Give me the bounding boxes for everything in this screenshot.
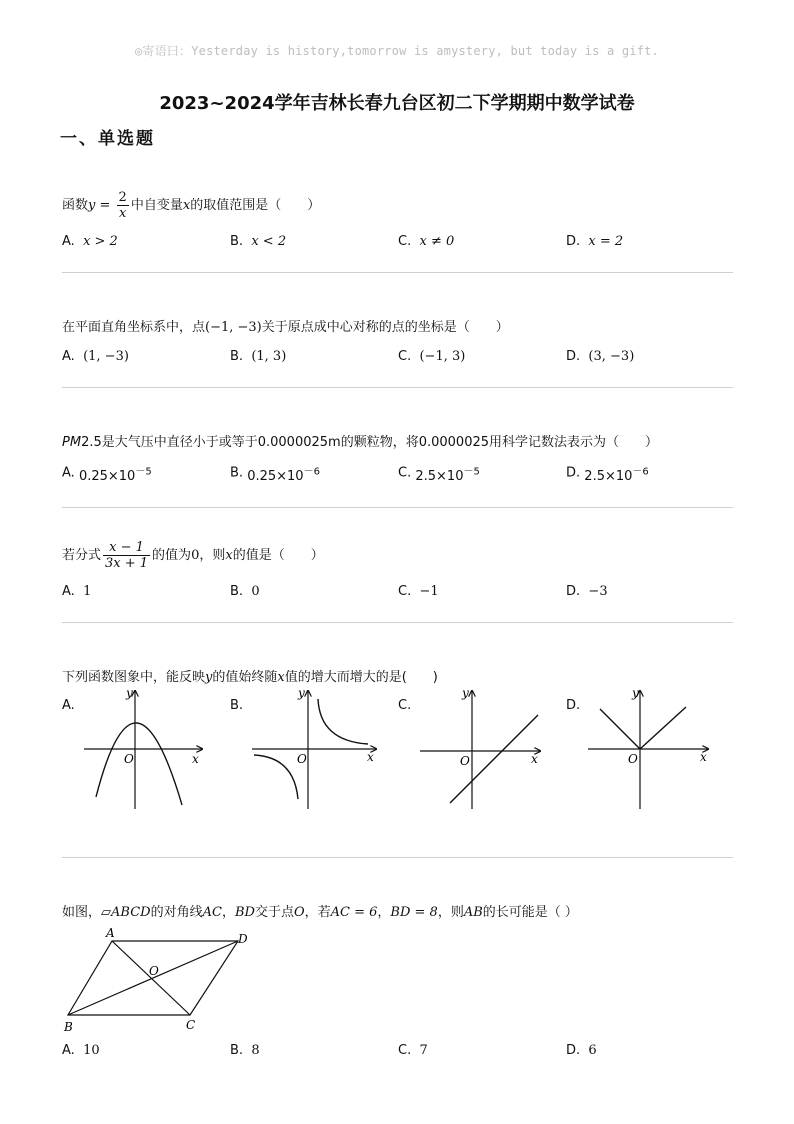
- option-letter: B.: [230, 584, 244, 599]
- q4-option-a[interactable]: [62, 584, 91, 599]
- q1-lead: 函数: [62, 198, 89, 213]
- option-text: [247, 469, 320, 484]
- q1-y: y: [88, 198, 96, 213]
- q4-numerator: x − 1: [103, 540, 150, 556]
- option-text: 10: [83, 1043, 100, 1058]
- q2-tail: 关于原点成中心对称的点的坐标是（ ）: [261, 320, 509, 335]
- option-letter: C.: [398, 698, 412, 713]
- q3-option-a[interactable]: [62, 463, 152, 484]
- q6-text-b: 交于点: [254, 905, 294, 920]
- question-5-stem: [62, 666, 438, 685]
- option-text: [584, 469, 648, 484]
- option-text: 7: [419, 1043, 428, 1058]
- origin-label: O: [628, 752, 638, 766]
- motto: ◎寄语曰：Yesterday is history,tomorrow is amystery, but today is a gift.: [135, 44, 659, 58]
- q4-tail: 的值是（ ）: [232, 548, 324, 563]
- q3-option-c[interactable]: [398, 463, 480, 484]
- q2-lead: 在平面直角坐标系中，点: [62, 320, 206, 335]
- q1-option-d[interactable]: [566, 234, 623, 249]
- q6-text-c: ，若: [304, 905, 331, 920]
- question-2-stem: [62, 316, 509, 335]
- q6-text-a: 的对角线: [150, 905, 203, 920]
- q5-option-c[interactable]: [398, 698, 411, 713]
- q2-point: (−1, −3): [205, 320, 262, 335]
- option-letter: A.: [62, 698, 75, 713]
- option-letter: B.: [230, 698, 244, 713]
- question-1-stem: [62, 190, 320, 221]
- divider: [62, 857, 733, 858]
- sci-base: 2.5×10: [415, 469, 464, 485]
- q6-lead: 如图，: [62, 905, 102, 920]
- option-text: (3, −3): [588, 349, 635, 364]
- q6-parallelogram: ▱ABCD: [101, 905, 151, 920]
- question-6-stem: [62, 901, 578, 920]
- question-3-stem: [62, 431, 658, 450]
- q6-comma-2: ，: [377, 905, 391, 920]
- option-text: 1: [83, 584, 92, 599]
- graph-a: [80, 685, 210, 815]
- option-letter: D.: [566, 465, 581, 481]
- option-letter: C.: [398, 584, 412, 599]
- x-axis-label: x: [531, 752, 538, 766]
- option-letter: A.: [62, 1043, 75, 1058]
- q6-option-b[interactable]: [230, 1043, 260, 1058]
- vertex-d-label: D: [238, 932, 248, 946]
- y-axis-label: y: [126, 686, 133, 700]
- option-text: −3: [588, 584, 608, 599]
- hyperbola-branch-2: [254, 755, 298, 799]
- option-letter: D.: [566, 698, 581, 713]
- page-title: 2023~2024学年吉林长春九台区初二下学期期中数学试卷: [159, 93, 635, 114]
- q1-tail-b: 的取值范围是（ ）: [190, 198, 321, 213]
- q4-mid: 的值为: [152, 548, 192, 563]
- q5-mid: 的值始终随: [212, 670, 278, 685]
- question-4-stem: [62, 540, 324, 571]
- graph-d: [584, 685, 714, 815]
- option-text: (1, −3): [83, 349, 129, 364]
- q6-option-d[interactable]: [566, 1043, 597, 1058]
- option-text: 8: [251, 1043, 260, 1058]
- option-text: [79, 469, 152, 484]
- center-o-label: O: [149, 964, 159, 978]
- q5-lead: 下列函数图象中，能反映: [62, 670, 206, 685]
- q3-option-d[interactable]: [566, 463, 649, 484]
- option-letter: D.: [566, 1043, 581, 1058]
- q4-lead: 若分式: [62, 548, 102, 563]
- diagonal-bd: [68, 941, 238, 1015]
- q1-var: x: [182, 198, 191, 213]
- divider: [62, 622, 733, 623]
- origin-label: O: [297, 752, 307, 766]
- q5-option-a[interactable]: [62, 698, 75, 713]
- option-letter: B.: [230, 465, 244, 481]
- q4-zero: 0: [191, 548, 200, 563]
- sci-exp: －6: [632, 467, 649, 478]
- option-letter: D.: [566, 349, 581, 364]
- q4-fraction: [103, 540, 150, 571]
- option-letter: D.: [566, 234, 581, 249]
- q1-option-b[interactable]: [230, 234, 286, 249]
- sci-base: 2.5×10: [584, 469, 633, 485]
- section-heading: 一、单选题: [60, 129, 155, 149]
- option-letter: A.: [62, 234, 75, 249]
- origin-label: O: [460, 754, 470, 768]
- option-text: (1, 3): [251, 349, 287, 364]
- q1-tail-a: 中自变量: [130, 198, 183, 213]
- q3-pm: PM: [62, 435, 82, 450]
- q1-eq: =: [95, 198, 115, 213]
- origin-label: O: [124, 752, 134, 766]
- option-text: [415, 469, 479, 484]
- y-axis-label: y: [298, 686, 305, 700]
- q6-eq1: AC = 6: [330, 905, 378, 920]
- q1-denominator: x: [119, 206, 127, 221]
- q6-bd: BD: [234, 905, 255, 920]
- sci-exp: －6: [303, 467, 320, 478]
- x-axis-label: x: [700, 750, 707, 764]
- v-shaped-graph: [600, 707, 686, 749]
- q3-option-b[interactable]: [230, 463, 320, 484]
- q6-ab: AB: [463, 905, 483, 920]
- option-letter: C.: [398, 349, 412, 364]
- option-letter: A.: [62, 349, 75, 364]
- q2-option-b[interactable]: [230, 349, 286, 364]
- hyperbola-branch-1: [318, 699, 368, 744]
- option-text: (−1, 3): [419, 349, 466, 364]
- q6-option-c[interactable]: [398, 1043, 428, 1058]
- q2-option-d[interactable]: [566, 349, 634, 364]
- q6-tail: 的长可能是（ ）: [482, 905, 578, 920]
- option-text: x > 2: [83, 234, 118, 249]
- graph-c: [416, 685, 546, 815]
- vertex-a-label: A: [106, 926, 115, 940]
- option-text: x = 2: [588, 234, 624, 249]
- divider: [62, 272, 733, 273]
- option-letter: B.: [230, 234, 244, 249]
- q4-denominator: 3x + 1: [105, 556, 149, 571]
- x-axis-label: x: [192, 752, 199, 766]
- q4-mid2: ，则: [199, 548, 226, 563]
- sci-exp: －5: [463, 467, 480, 478]
- sci-base: 0.25×10: [78, 469, 136, 485]
- q6-comma: ，: [221, 905, 235, 920]
- vertex-c-label: C: [186, 1018, 196, 1032]
- option-text: 6: [588, 1043, 597, 1058]
- q1-option-a[interactable]: [62, 234, 118, 249]
- q3-text: 2.5是大气压中直径小于或等于0.0000025m的颗粒物，将0.0000025用科学记数法表示为（ ）: [81, 435, 659, 450]
- option-text: x < 2: [251, 234, 287, 249]
- option-letter: A.: [62, 465, 75, 481]
- sci-exp: －5: [135, 467, 152, 478]
- divider: [62, 507, 733, 508]
- q2-option-c[interactable]: [398, 349, 465, 364]
- q4-option-c[interactable]: [398, 584, 439, 599]
- q1-numerator: 2: [118, 190, 127, 205]
- option-text: −1: [419, 584, 439, 599]
- q1-option-c[interactable]: [398, 234, 454, 249]
- diagonal-ac: [112, 941, 190, 1015]
- option-text: 0: [251, 584, 260, 599]
- q6-text-d: ，则: [437, 905, 464, 920]
- q6-eq2: BD = 8: [390, 905, 438, 920]
- option-letter: B.: [230, 1043, 244, 1058]
- q5-option-b[interactable]: [230, 698, 243, 713]
- option-text: x ≠ 0: [419, 234, 455, 249]
- q6-o: O: [293, 905, 305, 920]
- option-letter: D.: [566, 584, 581, 599]
- q5-x: x: [277, 670, 285, 685]
- q2-option-a[interactable]: [62, 349, 129, 364]
- option-letter: C.: [398, 465, 412, 481]
- option-letter: A.: [62, 584, 75, 599]
- y-axis-label: y: [632, 686, 639, 700]
- option-letter: C.: [398, 234, 412, 249]
- vertex-b-label: B: [64, 1020, 73, 1034]
- q4-option-b[interactable]: [230, 584, 260, 599]
- q1-fraction: [117, 190, 129, 221]
- q6-option-a[interactable]: [62, 1043, 100, 1058]
- y-axis-label: y: [462, 686, 469, 700]
- parabola-curve: [96, 723, 182, 805]
- parallelogram-figure: [60, 925, 260, 1035]
- x-axis-label: x: [367, 750, 374, 764]
- q6-ac: AC: [202, 905, 222, 920]
- sci-base: 0.25×10: [247, 469, 304, 485]
- q5-tail: 值的增大而增大的是( ): [284, 670, 438, 685]
- option-letter: C.: [398, 1043, 412, 1058]
- graph-b: [248, 685, 378, 815]
- q4-var: x: [225, 548, 233, 563]
- option-letter: B.: [230, 349, 244, 364]
- q4-option-d[interactable]: [566, 584, 608, 599]
- q5-option-d[interactable]: [566, 698, 580, 713]
- divider: [62, 387, 733, 388]
- q5-y: y: [205, 670, 213, 685]
